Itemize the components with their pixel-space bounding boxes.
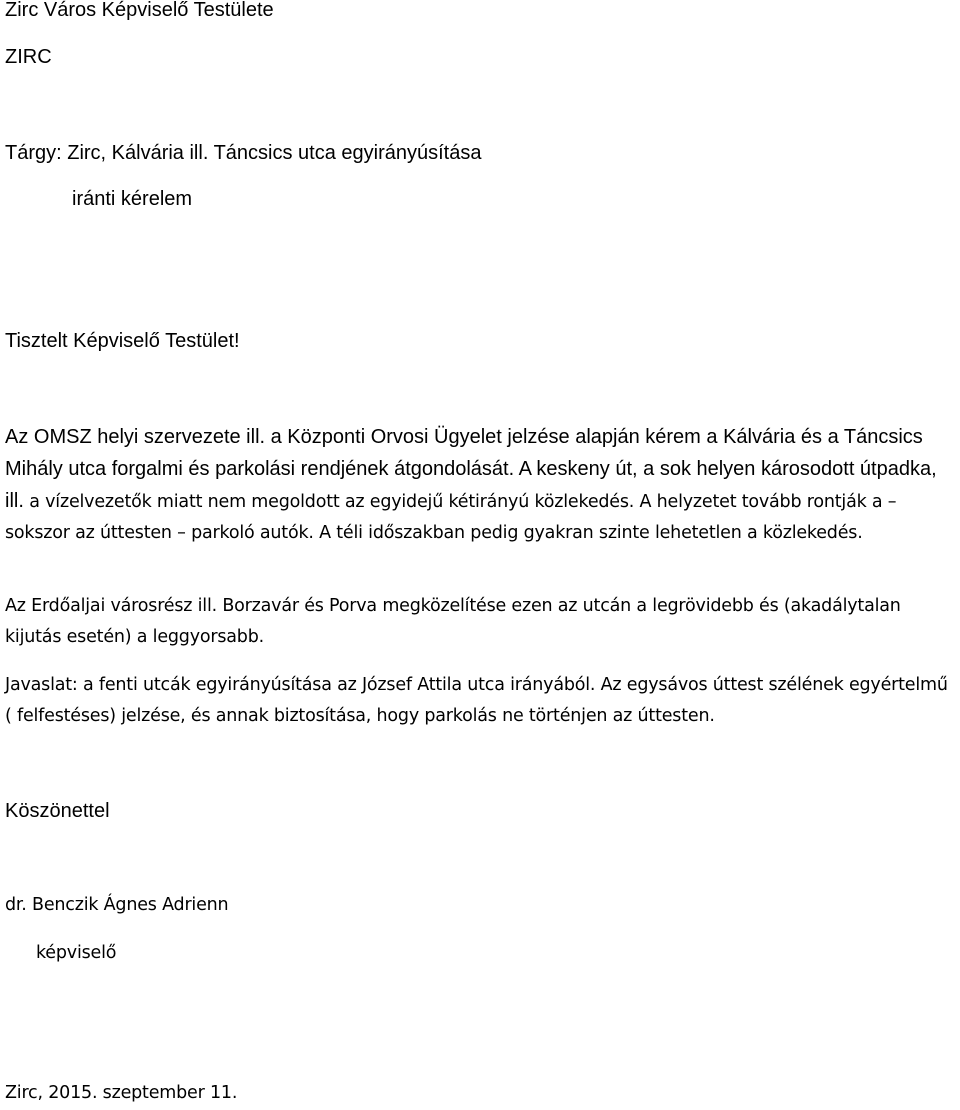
addressee-line-2: ZIRC — [5, 46, 52, 68]
subject-line-2: iránti kérelem — [72, 188, 193, 210]
salutation: Tisztelt Képviselő Testület! — [5, 330, 240, 352]
body-paragraph-1 — [5, 422, 957, 549]
body-paragraph-2: Az Erdőaljai városrész ill. Borzavár és Porva megközelítése ezen az utcán a legrövidebb és (akadálytalan kijutás esetén) a leggyorsabb. — [5, 596, 901, 647]
place-date: Zirc, 2015. szeptember 11. — [5, 1083, 238, 1103]
subject-line-1: Tárgy: Zirc, Kálvária ill. Táncsics utca egyirányúsítása — [5, 142, 482, 164]
body-paragraph-1-run-2: a vízelvezetők miatt nem megoldott az egyidejű kétirányú közlekedés. A helyzetet tovább rontják a – sokszor az úttesten – parkoló autók. A téli időszakban pedig gyakran szinte lehetetlen a közlekedés. — [5, 492, 897, 543]
signature-name: dr. Benczik Ágnes Adrienn — [5, 895, 229, 915]
body-paragraph-1-run-1: Az OMSZ helyi szervezete ill. a Központi Orvosi Ügyelet jelzése alapján kérem a Kálvária és a Táncsics Mihály utca forgalmi és parkolási rendjének átgondolását. A keskeny út, a sok helyen károsodott útpadka, ill. — [5, 426, 937, 512]
addressee-line-1: Zirc Város Képviselő Testülete — [5, 0, 274, 21]
body-paragraph-3: Javaslat: a fenti utcák egyirányúsítása az József Attila utca irányából. Az egysávos úttest szélének egyértelmű ( felfestéses) jelzése, és annak biztosítása, hogy parkolás ne történjen az úttesten. — [5, 675, 948, 726]
signature-title: képviselő — [36, 943, 117, 963]
closing: Köszönettel — [5, 800, 110, 822]
